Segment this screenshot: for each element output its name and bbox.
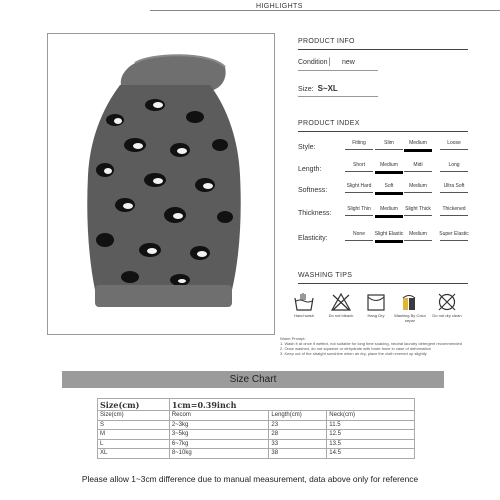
table-cell: 33 <box>269 439 327 449</box>
index-row-label: Thickness: <box>298 210 332 217</box>
wash-label-2: Do not bleach <box>328 313 354 318</box>
table-cell: 14.5 <box>327 449 415 459</box>
index-option: Slight Elastic <box>374 231 404 237</box>
index-bar <box>404 240 432 241</box>
table-cell: M <box>98 430 170 440</box>
index-option: Thickened <box>442 206 466 212</box>
size-table <box>97 398 415 459</box>
index-bar <box>404 171 432 172</box>
index-option: Slim <box>384 140 394 146</box>
size-row <box>298 84 338 93</box>
measurement-note: Please allow 1~3cm difference due to manual measurement, data above only for reference <box>81 474 419 484</box>
table-cell: XL <box>98 449 170 459</box>
index-option: Short <box>353 162 365 168</box>
index-row-label: Elasticity: <box>298 235 328 242</box>
index-option: Medium <box>380 162 398 168</box>
table-cell: 6~7kg <box>169 439 269 449</box>
index-bar <box>375 149 403 150</box>
product-index-title: PRODUCT INDEX <box>298 120 360 127</box>
wash-label-3: Hang Dry <box>367 313 385 318</box>
index-bar-selected <box>375 240 403 243</box>
hand-wash-icon <box>293 292 315 312</box>
washing-tips-title: WASHING TIPS <box>298 272 353 279</box>
column-header: Length(cm) <box>269 411 327 421</box>
index-option: Slight Thick <box>405 206 431 212</box>
wash-label-1: Hand wash <box>293 313 314 318</box>
index-bar <box>440 215 468 216</box>
warm-prompt <box>280 336 495 356</box>
wash-label-4: Washing By Color separ <box>394 313 426 323</box>
table-cell: 12.5 <box>327 430 415 440</box>
warm-prompt-line-3: 3. Keep out of the straight sunshine when air dry, place the cloth evened up slightly <box>280 351 427 356</box>
table-cell: 13.5 <box>327 439 415 449</box>
index-bar <box>440 240 468 241</box>
index-option: Slight Thin <box>347 206 371 212</box>
table-cell: 28 <box>269 430 327 440</box>
washing-tips-rule <box>298 283 468 284</box>
leopard-sweater-image <box>60 45 265 330</box>
wash-by-color-icon <box>398 292 420 312</box>
table-cell: 38 <box>269 449 327 459</box>
index-row-label: Softness: <box>298 187 328 194</box>
index-bar <box>345 240 373 241</box>
warm-prompt-line-1: 1. Wash it at once if wetted, not suitable for long time soaking, neutral laundry detergent recommended <box>280 341 462 346</box>
index-bar <box>345 192 373 193</box>
index-option: Fitting <box>352 140 366 146</box>
index-option: Medium <box>409 183 427 189</box>
no-bleach-icon <box>330 292 352 312</box>
index-row-label: Length: <box>298 166 322 173</box>
index-option: Medium <box>380 206 398 212</box>
condition-underline <box>298 70 378 71</box>
index-option: Loose <box>447 140 461 146</box>
condition-label: Condition│ <box>298 59 332 66</box>
index-option: Slight Hard <box>346 183 372 189</box>
index-option: Midi <box>413 162 423 168</box>
index-bar-selected <box>404 149 432 152</box>
size-table-unit-note: 1cm=0.39inch <box>169 399 414 411</box>
no-dry-clean-icon <box>436 292 458 312</box>
table-row <box>98 449 415 459</box>
index-bar-selected <box>375 171 403 174</box>
table-cell: 3~5kg <box>169 430 269 440</box>
table-row <box>98 439 415 449</box>
size-label: Size: <box>298 86 314 93</box>
index-option: Long <box>448 162 460 168</box>
table-row <box>98 420 415 430</box>
product-info-rule <box>298 49 468 50</box>
size-chart-title: Size Chart <box>62 371 444 388</box>
header-rule <box>150 10 500 11</box>
table-cell: 11.5 <box>327 420 415 430</box>
hang-dry-icon <box>365 292 387 312</box>
column-header: Size(cm) <box>98 411 170 421</box>
product-index-rule <box>298 131 468 132</box>
table-cell: 8~10kg <box>169 449 269 459</box>
column-header: Recom <box>169 411 269 421</box>
index-bar <box>404 215 432 216</box>
wash-label-5: Do not dry clean <box>432 313 462 318</box>
size-underline <box>298 96 378 97</box>
index-option: Medium <box>409 140 427 146</box>
index-option: Soft <box>384 183 394 189</box>
index-option: None <box>353 231 365 237</box>
size-table-columns <box>98 411 415 421</box>
highlights-title: HIGHLIGHTS <box>250 3 309 10</box>
table-cell: 2~3kg <box>169 420 269 430</box>
warm-prompt-title: Warm Prompt: <box>280 336 306 341</box>
index-option: Super Elastic <box>439 231 469 237</box>
table-cell: S <box>98 420 170 430</box>
index-bar <box>440 192 468 193</box>
table-cell: L <box>98 439 170 449</box>
index-option: Medium <box>409 231 427 237</box>
size-table-header-left: Size(cm) <box>98 399 170 411</box>
index-bar <box>345 149 373 150</box>
index-bar <box>440 149 468 150</box>
condition-row <box>298 59 355 66</box>
index-bar <box>345 171 373 172</box>
index-row-label: Style: <box>298 144 316 151</box>
warm-prompt-line-2: 2. Once washed, do not squeeze or dehydrate with brute force in case of deformation <box>280 346 431 351</box>
table-cell: 23 <box>269 420 327 430</box>
index-option: Ultra Soft <box>443 183 465 189</box>
index-bar-selected <box>375 192 403 195</box>
index-bar <box>345 215 373 216</box>
size-table-header <box>98 399 415 411</box>
product-info-title: PRODUCT INFO <box>298 38 355 45</box>
index-bar <box>404 192 432 193</box>
column-header: Neck(cm) <box>327 411 415 421</box>
index-bar <box>440 171 468 172</box>
table-row <box>98 430 415 440</box>
size-value: S~XL <box>317 84 338 93</box>
index-bar-selected <box>375 215 403 218</box>
condition-value: new <box>341 59 355 66</box>
